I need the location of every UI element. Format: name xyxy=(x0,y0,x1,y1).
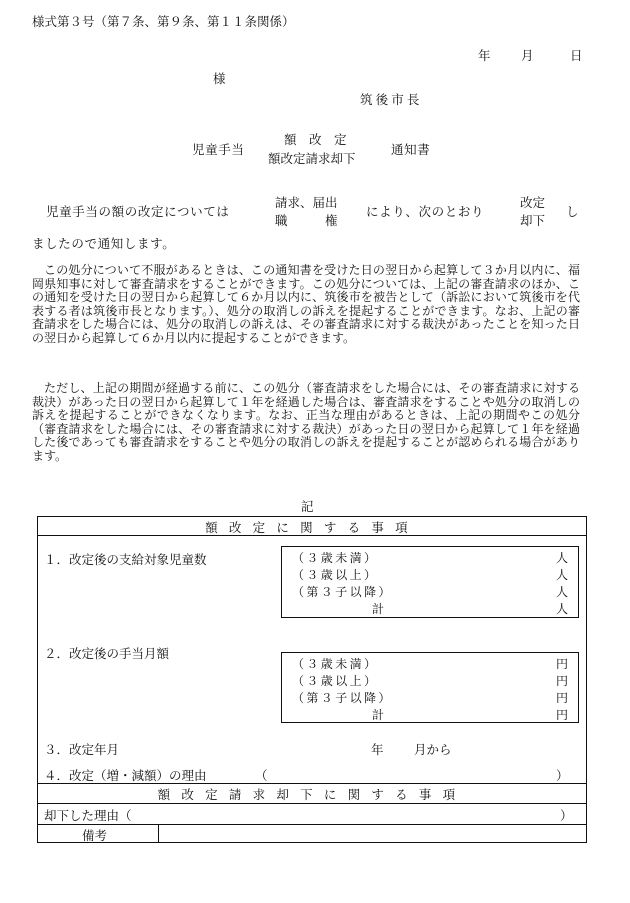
row-label: （第３子以降） xyxy=(292,691,393,705)
row-label: 計 xyxy=(372,708,387,722)
date-month: 月 xyxy=(521,48,534,63)
intro-choice2-bottom: 却下 xyxy=(520,213,546,228)
title-left: 児童手当 xyxy=(192,142,245,157)
row-label: （３歳以上） xyxy=(292,568,379,582)
divider xyxy=(37,824,587,825)
row-label: （３歳未満） xyxy=(292,551,379,565)
item4-close-paren: ） xyxy=(556,768,569,783)
ki-marker: 記 xyxy=(301,499,314,514)
appeal-paragraph-2: ただし、上記の期間が経過する前に、この処分（審査請求をした場合には、その審査請求に対する裁決）があった日の翌日から起算して１年を経過した場合は、審査請求をすることや処分の取消しの訴えを提起することができなくなります。なお、正当な理由があるときは、上記の期間やこの処分（審査請求をした場合には、その審査請求に対する裁決）があった日の翌日から起算して１年を経過した後であっても審査請求をすることや処分の取消しの訴えを提起することが認められる場合があります。 xyxy=(32,381,580,463)
item1-row xyxy=(292,583,568,600)
row-label: （第３子以降） xyxy=(292,585,393,599)
row-unit: 円 xyxy=(555,657,568,671)
intro-text2: により、次のとおり xyxy=(366,204,485,219)
intro-text3: し xyxy=(566,204,579,219)
row-unit: 円 xyxy=(555,708,568,722)
item2-row xyxy=(292,689,568,706)
item1-label: １．改定後の支給対象児童数 xyxy=(44,552,207,567)
item3-month-from: 月から xyxy=(414,742,452,757)
title-bottom: 額改定請求却下 xyxy=(268,151,356,166)
divider xyxy=(37,535,587,536)
section2-header: 額改定請求却下に関する事項 xyxy=(157,787,467,802)
intro-text1: 児童手当の額の改定については xyxy=(46,204,230,219)
divider xyxy=(37,783,587,784)
item3-label: ３．改定年月 xyxy=(44,742,120,757)
remarks-divider xyxy=(158,824,159,843)
row-unit: 人 xyxy=(555,568,568,582)
section1-header: 額改定に関する事項 xyxy=(205,520,419,535)
issuer: 筑後市長 xyxy=(360,92,423,107)
reject-close-paren: ） xyxy=(560,808,573,823)
appeal-paragraph-1: この処分について不服があるときは、この通知書を受けた日の翌日から起算して３か月以内に、福岡県知事に対して審査請求をすることができます。この処分については、上記の審査請求のほか、この通知を受けた日の翌日から起算して６か月以内に、筑後市を被告として（訴訟において筑後市を代表する者は筑後市長となります。）、処分の取消しの訴えを提起することができます。なお、上記の審査請求をした場合には、処分の取消しの訴えは、その審査請求に対する裁決があったことを知った日の翌日から起算して６か月以内に提起することができます。 xyxy=(32,263,580,345)
item4-open-paren: （ xyxy=(255,768,268,783)
date-day: 日 xyxy=(570,48,583,63)
row-unit: 人 xyxy=(555,602,568,616)
item3-year: 年 xyxy=(371,742,384,757)
row-label: 計 xyxy=(372,602,387,616)
date-year: 年 xyxy=(478,48,491,63)
item2-row xyxy=(292,655,568,672)
row-unit: 円 xyxy=(555,674,568,688)
form-number: 様式第３号（第７条、第９条、第１１条関係） xyxy=(32,14,295,29)
row-unit: 円 xyxy=(555,691,568,705)
item2-row-total xyxy=(292,706,568,723)
item2-label: ２．改定後の手当月額 xyxy=(44,646,170,661)
remarks-label: 備考 xyxy=(82,828,108,843)
row-unit: 人 xyxy=(555,585,568,599)
item1-row xyxy=(292,566,568,583)
intro-line2: ましたので通知します。 xyxy=(32,236,176,251)
row-label: （３歳以上） xyxy=(292,674,379,688)
item1-row-total xyxy=(292,600,568,617)
item2-box xyxy=(281,652,579,723)
divider xyxy=(37,803,587,804)
item4-label: ４．改定（増・減額）の理由 xyxy=(44,768,207,783)
item1-row xyxy=(292,549,568,566)
title-top: 額 改 定 xyxy=(284,132,347,147)
reject-reason-label: 却下した理由（ xyxy=(44,808,132,823)
addressee-suffix: 様 xyxy=(213,71,226,86)
intro-choice1-top: 請求、届出 xyxy=(275,195,338,210)
row-label: （３歳未満） xyxy=(292,657,379,671)
intro-choice2-top: 改定 xyxy=(520,195,546,210)
title-right: 通知書 xyxy=(391,142,431,157)
intro-choice1-bottom: 職 権 xyxy=(275,213,338,228)
row-unit: 人 xyxy=(555,551,568,565)
item2-row xyxy=(292,672,568,689)
item1-box xyxy=(281,546,579,618)
